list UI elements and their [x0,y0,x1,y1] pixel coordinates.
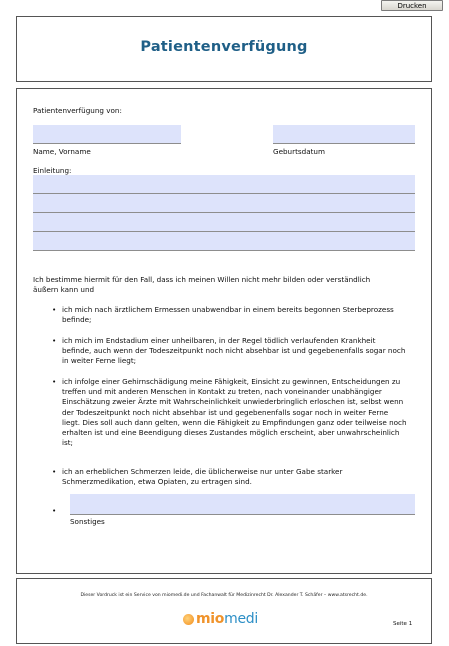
intro-label: Einleitung: [33,166,72,175]
footer-box [16,578,432,644]
page-title: Patientenverfügung [140,39,308,55]
form-box [16,88,432,574]
logo-text-mio: mio [196,611,225,627]
intro-line[interactable] [33,175,415,194]
other-label: Sonstiges [70,517,105,526]
miomedi-logo [183,608,258,630]
name-label: Name, Vorname [33,147,91,156]
bullet-item: ich infolge einer Gehirnschädigung meine Fähigkeit, Einsicht zu gewinnen, Entscheidungen zu treffen und mit anderen Menschen in Kontakt zu treten, nach voneinander unabhängiger Einschätzung zweier Ärzte mit Wahrscheinlichkeit unwiederbringlich erloschen ist, selbst wenn der Todeszeitpunkt noch nicht absehbar ist und gegebenenfalls sogar noch in weiter Ferne liegt. Dies soll auch dann gelten, wenn die Fähigkeit zu Empfindungen ganz oder teilweise noch erhalten ist und eine Beendigung dieses Zustandes möglich erscheint, aber unwahrscheinlich ist; [62,377,407,448]
bullet-item: ich mich im Endstadium einer unheilbaren, in der Regel tödlich verlaufenden Krankheit befinde, auch wenn der Todeszeitpunkt noch nicht absehbar ist und gegebenenfalls sogar noch in weiter Ferne liegt; [62,336,406,366]
birthdate-field[interactable] [273,125,415,144]
bullet-dot: • [52,336,57,345]
bullet-item: ich an erheblichen Schmerzen leide, die üblicherweise nur unter Gabe starker Schmerzmedikation, etwa Opiaten, zu ertragen sind. [62,467,343,487]
name-field[interactable] [33,125,181,144]
logo-mark-icon [183,614,194,625]
statement-text: Ich bestimme hiermit für den Fall, dass ich meinen Willen nicht mehr bilden oder verständlich äußern kann und [33,275,371,295]
owner-label: Patientenverfügung von: [33,106,122,115]
intro-line[interactable] [33,232,415,251]
print-button[interactable]: Drucken [381,0,443,11]
logo-text-medi: medi [224,611,258,627]
intro-line[interactable] [33,213,415,232]
intro-line[interactable] [33,194,415,213]
bullet-dot: • [52,377,57,386]
bullet-item: ich mich nach ärztlichem Ermessen unabwendbar in einem bereits begonnen Sterbeprozess befinde; [62,305,394,325]
bullet-dot: • [52,305,57,314]
page-number: Seite 1 [393,621,413,627]
bullet-dot: • [52,506,57,515]
bullet-dot: • [52,467,57,476]
other-field[interactable] [70,494,415,515]
footer-credit: Dieser Vordruck ist ein Service von miomedi.de und Fachanwalt für Medizinrecht Dr. Alexander T. Schäfer – www.atsrecht.de. [80,593,368,598]
intro-field[interactable] [33,175,415,251]
birthdate-label: Geburtsdatum [273,147,325,156]
title-box [16,16,432,82]
